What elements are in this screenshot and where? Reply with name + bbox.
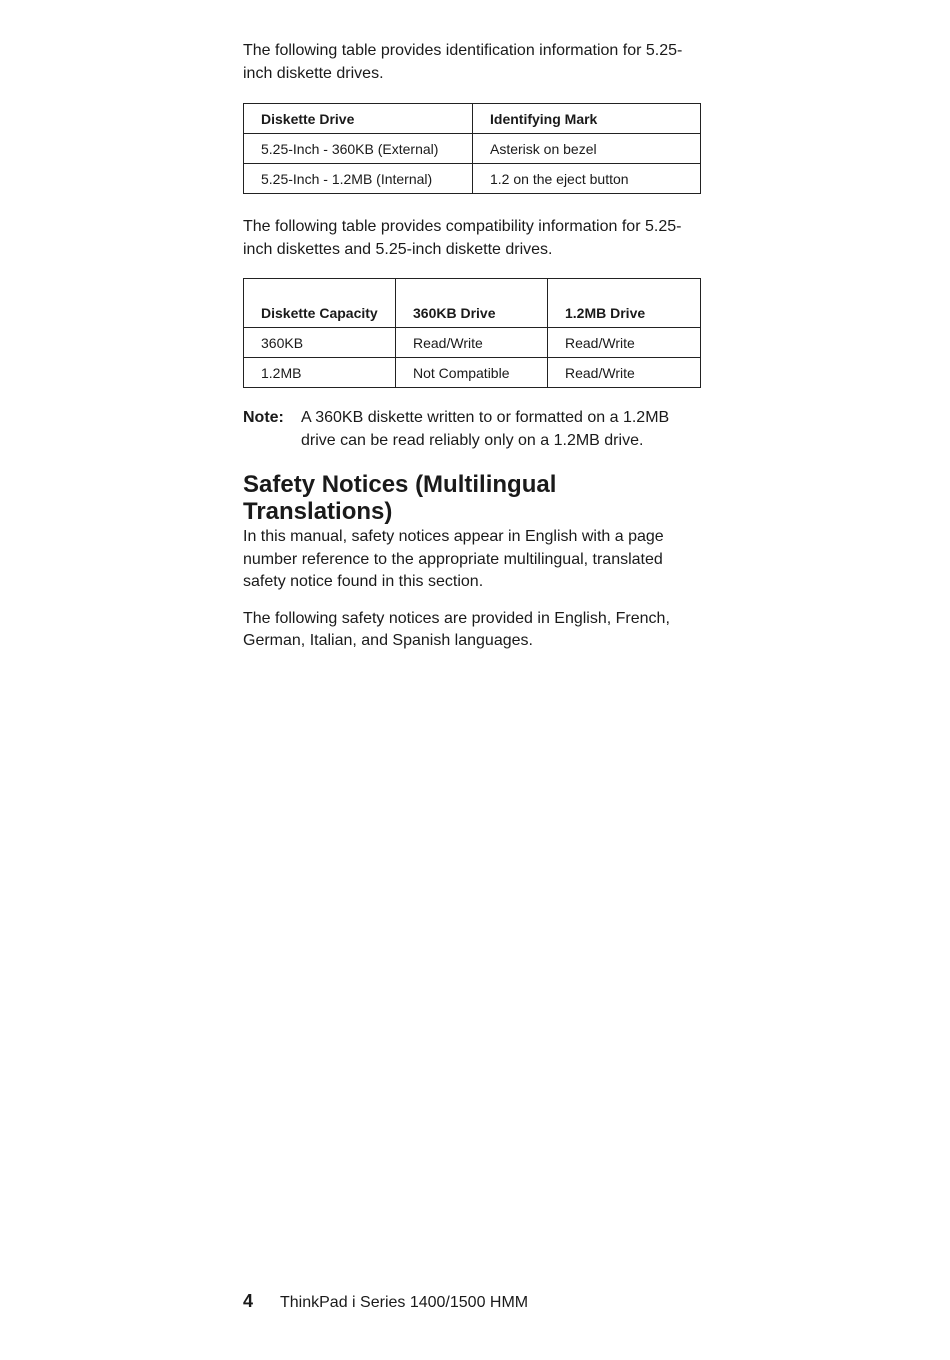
table-cell: Not Compatible [396, 358, 548, 388]
safety-paragraph-2: The following safety notices are provided in English, French, German, Italian, and Spanish languages. [243, 609, 670, 649]
table-row [244, 328, 701, 358]
drive-identification-table [243, 103, 701, 194]
intro-drives-paragraph: The following table provides identification information for 5.25-inch diskette drives. [243, 42, 683, 82]
document-page [243, 40, 703, 653]
table-row [244, 164, 701, 194]
table-row [244, 358, 701, 388]
table-cell: 1.2 on the eject button [473, 164, 701, 194]
page-footer [243, 1290, 528, 1314]
page-number: 4 [243, 1291, 254, 1311]
table-cell: 1.2MB [244, 358, 396, 388]
table-cell: 5.25-Inch - 360KB (External) [244, 134, 473, 164]
table-cell: 5.25-Inch - 1.2MB (Internal) [244, 164, 473, 194]
note-block [243, 407, 703, 452]
table-row [244, 134, 701, 164]
intro-compat-paragraph: The following table provides compatibility information for 5.25-inch diskettes and 5.25-inch diskette drives. [243, 218, 682, 258]
header-1-2mb-drive: 1.2MB Drive [548, 279, 701, 328]
table-cell: Asterisk on bezel [473, 134, 701, 164]
table-cell: 360KB [244, 328, 396, 358]
table-cell: Read/Write [548, 328, 701, 358]
header-360kb-drive: 360KB Drive [396, 279, 548, 328]
table-header-row [244, 279, 701, 328]
note-label: Note: [243, 409, 284, 426]
header-identifying-mark: Identifying Mark [473, 104, 701, 134]
footer-title: ThinkPad i Series 1400/1500 HMM [280, 1294, 529, 1311]
table-cell: Read/Write [396, 328, 548, 358]
header-diskette-drive: Diskette Drive [244, 104, 473, 134]
table-header-row [244, 104, 701, 134]
note-text: A 360KB diskette written to or formatted on a 1.2MB drive can be read reliably only on a 1.2MB drive. [301, 409, 670, 449]
header-diskette-capacity: Diskette Capacity [244, 279, 396, 328]
section-heading: Safety Notices (Multilingual Translations) [243, 471, 557, 525]
safety-paragraph-1: In this manual, safety notices appear in English with a page number reference to the appropriate multilingual, translated safety notice found in this section. [243, 528, 664, 590]
table-cell: Read/Write [548, 358, 701, 388]
compatibility-table [243, 278, 701, 388]
